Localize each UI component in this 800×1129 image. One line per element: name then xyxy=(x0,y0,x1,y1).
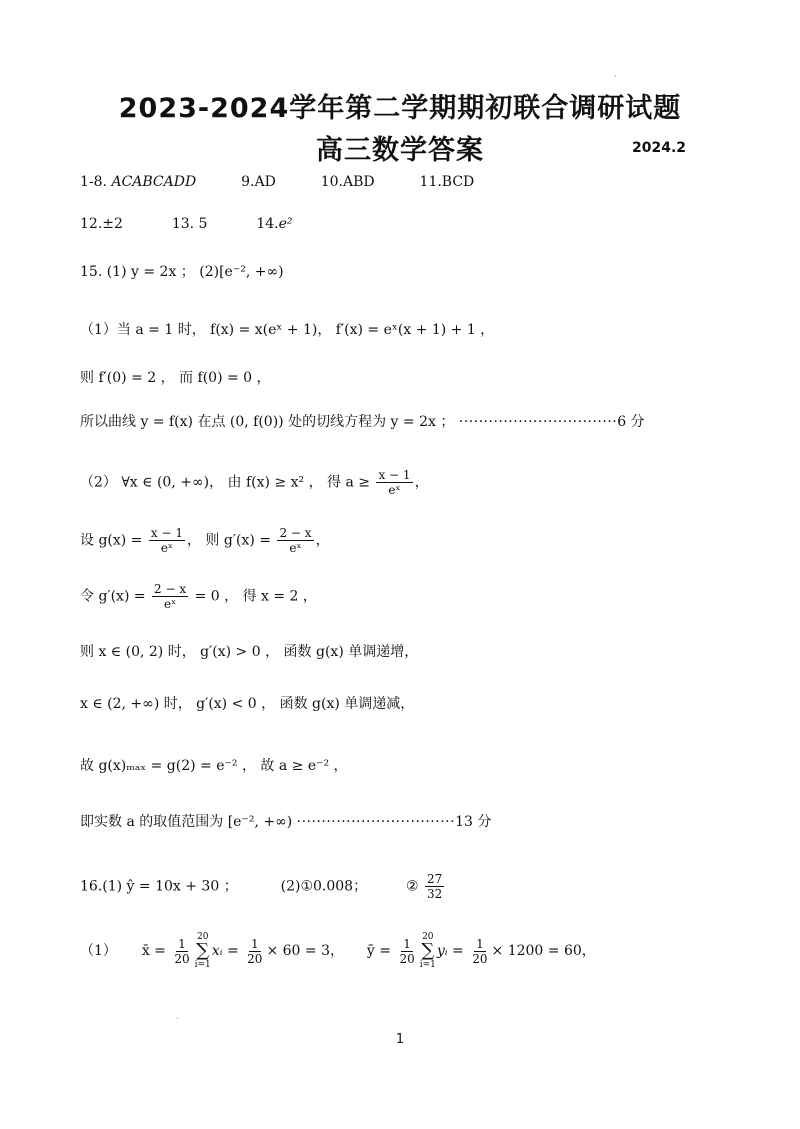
fraction xyxy=(470,937,489,966)
sum-upper: 20 xyxy=(422,932,434,942)
leader-dots: ································ xyxy=(296,814,456,830)
answer-9: 9.AD xyxy=(241,174,276,190)
q15-line-5-a: 设 g(x) = xyxy=(80,532,143,549)
punct: ， xyxy=(315,532,330,549)
fraction-denominator: 20 xyxy=(247,951,263,966)
fraction-denominator: eˣ xyxy=(160,541,174,555)
sigma-icon: ∑ xyxy=(421,940,435,961)
q15-line-10 xyxy=(80,812,491,832)
answer-13: 13. 5 xyxy=(171,216,208,232)
q15-line-2: 则 f′(0) = 2 ， 而 f(0) = 0 ， xyxy=(80,370,271,386)
fraction-denominator: 20 xyxy=(174,951,190,966)
q15-line-4-text: （2） ∀x ∈ (0, +∞)， 由 f(x) ≥ x² ， 得 a ≥ xyxy=(80,474,371,491)
sum-upper: 20 xyxy=(196,932,209,942)
punct: ， xyxy=(581,943,596,959)
q16-means-line: （1） x̄ = $\frac{1}{20}$ 20 ∑ i=1 xᵢ = $\frac{1}{20}$ × 60 = 3， ȳ = $\frac{1}{20}$ 20 ∑ i=1 yᵢ = $\frac{1}{20}$ × 1200 = 60， xyxy=(80,932,596,970)
doc-date: 2024.2 xyxy=(632,140,687,156)
answer-14-label: 14. xyxy=(256,216,279,232)
q15-line-6-b: = 0 ， 得 x = 2 ， xyxy=(194,588,317,605)
page-number: 1 xyxy=(395,1032,405,1047)
q15-line-9: 故 g(x)ₘₐₓ = g(2) = e⁻² ， 故 a ≥ e⁻² ， xyxy=(80,758,348,774)
scan-speck: • xyxy=(614,74,617,80)
fraction-numerator: 1 xyxy=(403,936,411,951)
q16-summary-c: ② xyxy=(405,878,419,895)
y-i: yᵢ xyxy=(436,943,448,959)
y-mean-tail: × 1200 = 60 xyxy=(491,943,582,959)
q15-line-3-text: 所以曲线 y = f(x) 在点 (0, f(0)) 处的切线方程为 y = 2x ； xyxy=(80,414,455,430)
q15-line-3 xyxy=(80,412,645,432)
fraction xyxy=(277,526,313,555)
q15-line-5 xyxy=(80,526,330,555)
q15-line-6-a: 令 g′(x) = xyxy=(80,588,146,605)
mc-value: ACABCADD xyxy=(111,174,197,190)
fraction xyxy=(149,526,185,555)
score-13: 13 分 xyxy=(455,814,492,830)
fraction-denominator: 32 xyxy=(427,887,443,901)
punct: ， xyxy=(414,474,429,491)
y-bar: ȳ = xyxy=(366,943,391,959)
fraction xyxy=(152,582,188,611)
fraction-numerator: 1 xyxy=(476,936,484,951)
fraction-numerator: 2 − x xyxy=(154,582,187,596)
fraction-denominator: eˣ xyxy=(289,541,302,555)
fraction-numerator: x − 1 xyxy=(378,468,411,482)
q15-line-1: （1）当 a = 1 时， f(x) = x(eˣ + 1)， f′(x) = eˣ(x + 1) + 1 ， xyxy=(80,322,495,338)
fraction-denominator: eˣ xyxy=(164,597,177,611)
answers-fill-line xyxy=(80,214,293,234)
answer-10: 10.ABD xyxy=(320,174,375,190)
fraction xyxy=(425,872,444,901)
q15-line-4 xyxy=(80,468,429,497)
scan-speck: • xyxy=(176,1016,179,1022)
x-bar: x̄ = xyxy=(141,943,166,959)
punct: ， xyxy=(329,943,344,959)
sum-lower: i=1 xyxy=(419,960,436,970)
answer-14-value: e² xyxy=(278,216,293,232)
summation-sign xyxy=(195,932,211,970)
fraction-numerator: 1 xyxy=(178,936,186,951)
q15-line-8: x ∈ (2, +∞) 时， g′(x) < 0 ， 函数 g(x) 单调递减， xyxy=(80,696,415,712)
fraction-denominator: 20 xyxy=(472,951,488,966)
fraction xyxy=(376,468,412,497)
answer-11: 11.BCD xyxy=(419,174,475,190)
mc-label: 1-8. xyxy=(80,174,107,190)
fraction xyxy=(397,937,416,966)
fraction-numerator: x − 1 xyxy=(150,526,183,540)
doc-subtitle: 高三数学答案 xyxy=(316,135,484,166)
leader-dots: ································ xyxy=(458,414,618,430)
q16-summary-b: (2)①0.008； xyxy=(280,878,368,895)
fraction-numerator: 1 xyxy=(250,936,259,951)
fraction-numerator: 27 xyxy=(427,872,443,886)
answers-mc-line xyxy=(80,172,474,192)
q15-line-7: 则 x ∈ (0, 2) 时， g′(x) > 0 ， 函数 g(x) 单调递增， xyxy=(80,644,419,660)
q15-line-5-b: ， 则 g′(x) = xyxy=(186,532,272,549)
answer-15-summary: 15. (1) y = 2x ； (2)[e⁻², +∞) xyxy=(80,264,284,280)
q15-line-6 xyxy=(80,582,317,611)
q16-summary-a: 16.(1) ŷ = 10x + 30 ； xyxy=(80,878,238,895)
fraction-denominator: 20 xyxy=(399,951,415,966)
summation-sign xyxy=(420,932,436,970)
fraction-numerator: 2 − x xyxy=(279,526,312,540)
x-mean-tail: × 60 = 3 xyxy=(266,943,330,959)
sigma-icon: ∑ xyxy=(196,940,210,961)
doc-title: 2023-2024学年第二学期期初联合调研试题 xyxy=(118,93,682,124)
answer-12: 12.±2 xyxy=(80,216,123,232)
sum-lower: i=1 xyxy=(194,960,211,970)
score-6: 6 分 xyxy=(617,414,645,430)
fraction xyxy=(172,937,191,966)
answer-16-summary xyxy=(80,872,446,901)
q15-line-10-text: 即实数 a 的取值范围为 [e⁻², +∞) xyxy=(80,814,293,830)
x-i: xᵢ xyxy=(211,943,223,959)
fraction-denominator: eˣ xyxy=(388,483,401,497)
q16-mean-label: （1） xyxy=(80,943,117,959)
fraction xyxy=(245,937,264,966)
